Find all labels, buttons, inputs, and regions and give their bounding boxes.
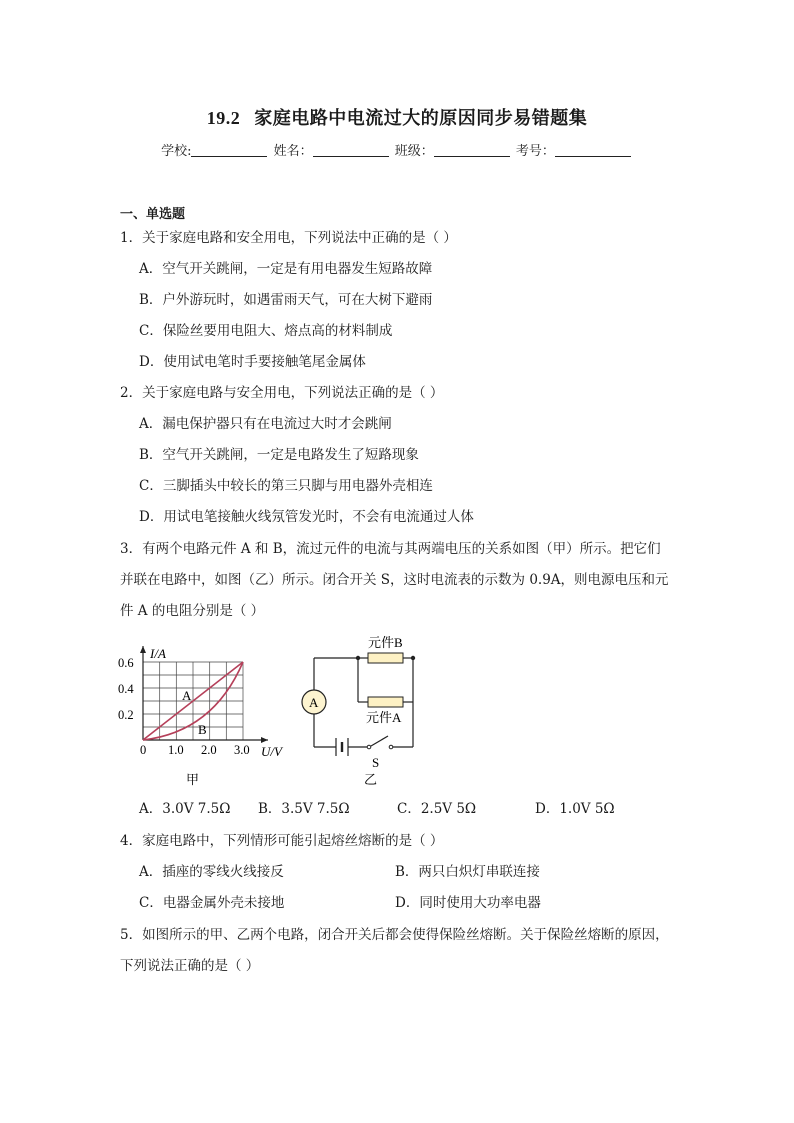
class-blank[interactable] bbox=[434, 144, 510, 157]
school-blank[interactable] bbox=[191, 144, 267, 157]
q2-stem: 2．关于家庭电路与安全用电，下列说法正确的是（ ） bbox=[120, 385, 444, 401]
x-tick-3: 3.0 bbox=[234, 743, 250, 757]
q3-option-c: C．2.5V 5Ω bbox=[397, 801, 477, 817]
component-a bbox=[368, 697, 403, 707]
iu-graph bbox=[118, 640, 298, 790]
q4-option-b: B．两只白炽灯串联连接 bbox=[395, 864, 540, 880]
q2-option-a: A．漏电保护器只有在电流过大时才会跳闸 bbox=[139, 416, 392, 432]
q4-option-c: C．电器金属外壳未接地 bbox=[139, 895, 285, 911]
switch-blade bbox=[371, 736, 388, 746]
switch-label: S bbox=[372, 755, 380, 770]
q1-option-a: A．空气开关跳闸，一定是有用电器发生短路故障 bbox=[139, 261, 433, 277]
q4-option-a: A．插座的零线火线接反 bbox=[139, 864, 284, 880]
section-title: 一、单选题 bbox=[120, 207, 186, 222]
exam-label: 考号： bbox=[515, 144, 555, 159]
component-a-label: 元件A bbox=[366, 710, 402, 725]
q1-option-c: C．保险丝要用电阻大、熔点高的材料制成 bbox=[139, 323, 393, 339]
q1-stem: 1．关于家庭电路和安全用电，下列说法中正确的是（ ） bbox=[120, 230, 457, 246]
class-label: 班级： bbox=[394, 144, 434, 159]
page-title bbox=[0, 104, 794, 130]
circuit-diagram bbox=[296, 630, 426, 790]
y-tick-0-6: 0.6 bbox=[118, 656, 134, 670]
circuit-caption: 乙 bbox=[364, 772, 378, 787]
q5-line1: 5．如图所示的甲、乙两个电路，闭合开关后都会使得保险丝熔断。关于保险丝熔断的原因， bbox=[120, 927, 669, 943]
q4-stem: 4．家庭电路中，下列情形可能引起熔丝熔断的是（ ） bbox=[120, 833, 444, 849]
q5-line2: 下列说法正确的是（ ） bbox=[120, 958, 260, 974]
q4-option-d: D．同时使用大功率电器 bbox=[395, 895, 541, 911]
switch-contact-right bbox=[389, 745, 393, 749]
curve-a-label: A bbox=[182, 688, 192, 703]
name-blank[interactable] bbox=[313, 144, 389, 157]
switch-contact-left bbox=[367, 745, 371, 749]
x-tick-2: 2.0 bbox=[201, 743, 217, 757]
graph-caption: 甲 bbox=[186, 772, 200, 787]
q3-line2: 并联在电路中，如图（乙）所示。闭合开关 S，这时电流表的示数为 0.9A，则电源电压和元 bbox=[120, 572, 669, 588]
y-axis-arrow bbox=[140, 646, 146, 653]
q2-option-d: D．用试电笔接触火线氖管发光时，不会有电流通过人体 bbox=[139, 509, 474, 525]
q3-line1: 3．有两个电路元件 A 和 B，流过元件的电流与其两端电压的关系如图（甲）所示。把它们 bbox=[120, 541, 661, 557]
y-tick-0-4: 0.4 bbox=[118, 682, 134, 696]
student-info bbox=[0, 140, 794, 159]
component-b bbox=[368, 653, 403, 663]
q3-option-b: B．3.5V 7.5Ω bbox=[258, 801, 350, 817]
q3-option-d: D．1.0V 5Ω bbox=[535, 801, 615, 817]
ammeter-label: A bbox=[309, 695, 319, 710]
y-tick-0-2: 0.2 bbox=[118, 708, 134, 722]
component-b-label: 元件B bbox=[368, 635, 403, 650]
q1-option-d: D．使用试电笔时手要接触笔尾金属体 bbox=[139, 354, 366, 370]
school-label: 学校: bbox=[161, 144, 192, 159]
x-axis-label: U/V bbox=[261, 744, 282, 759]
q1-option-b: B．户外游玩时，如遇雷雨天气，可在大树下避雨 bbox=[139, 292, 433, 308]
title-text: 家庭电路中电流过大的原因同步易错题集 bbox=[254, 108, 588, 129]
exam-blank[interactable] bbox=[555, 144, 631, 157]
title-number: 19.2 bbox=[206, 108, 241, 128]
q2-option-b: B．空气开关跳闸，一定是电路发生了短路现象 bbox=[139, 447, 419, 463]
y-axis-label: I/A bbox=[150, 646, 166, 661]
curve-b-label: B bbox=[198, 722, 207, 737]
junction-right bbox=[411, 656, 415, 660]
q3-line3: 件 A 的电阻分别是（ ） bbox=[120, 603, 265, 619]
x-tick-1: 1.0 bbox=[168, 743, 184, 757]
q3-option-a: A．3.0V 7.5Ω bbox=[139, 801, 231, 817]
x-tick-0: 0 bbox=[140, 743, 147, 757]
name-label: 姓名： bbox=[273, 144, 313, 159]
x-axis-arrow bbox=[261, 737, 268, 743]
junction-top bbox=[356, 656, 360, 660]
q2-option-c: C．三脚插头中较长的第三只脚与用电器外壳相连 bbox=[139, 478, 433, 494]
